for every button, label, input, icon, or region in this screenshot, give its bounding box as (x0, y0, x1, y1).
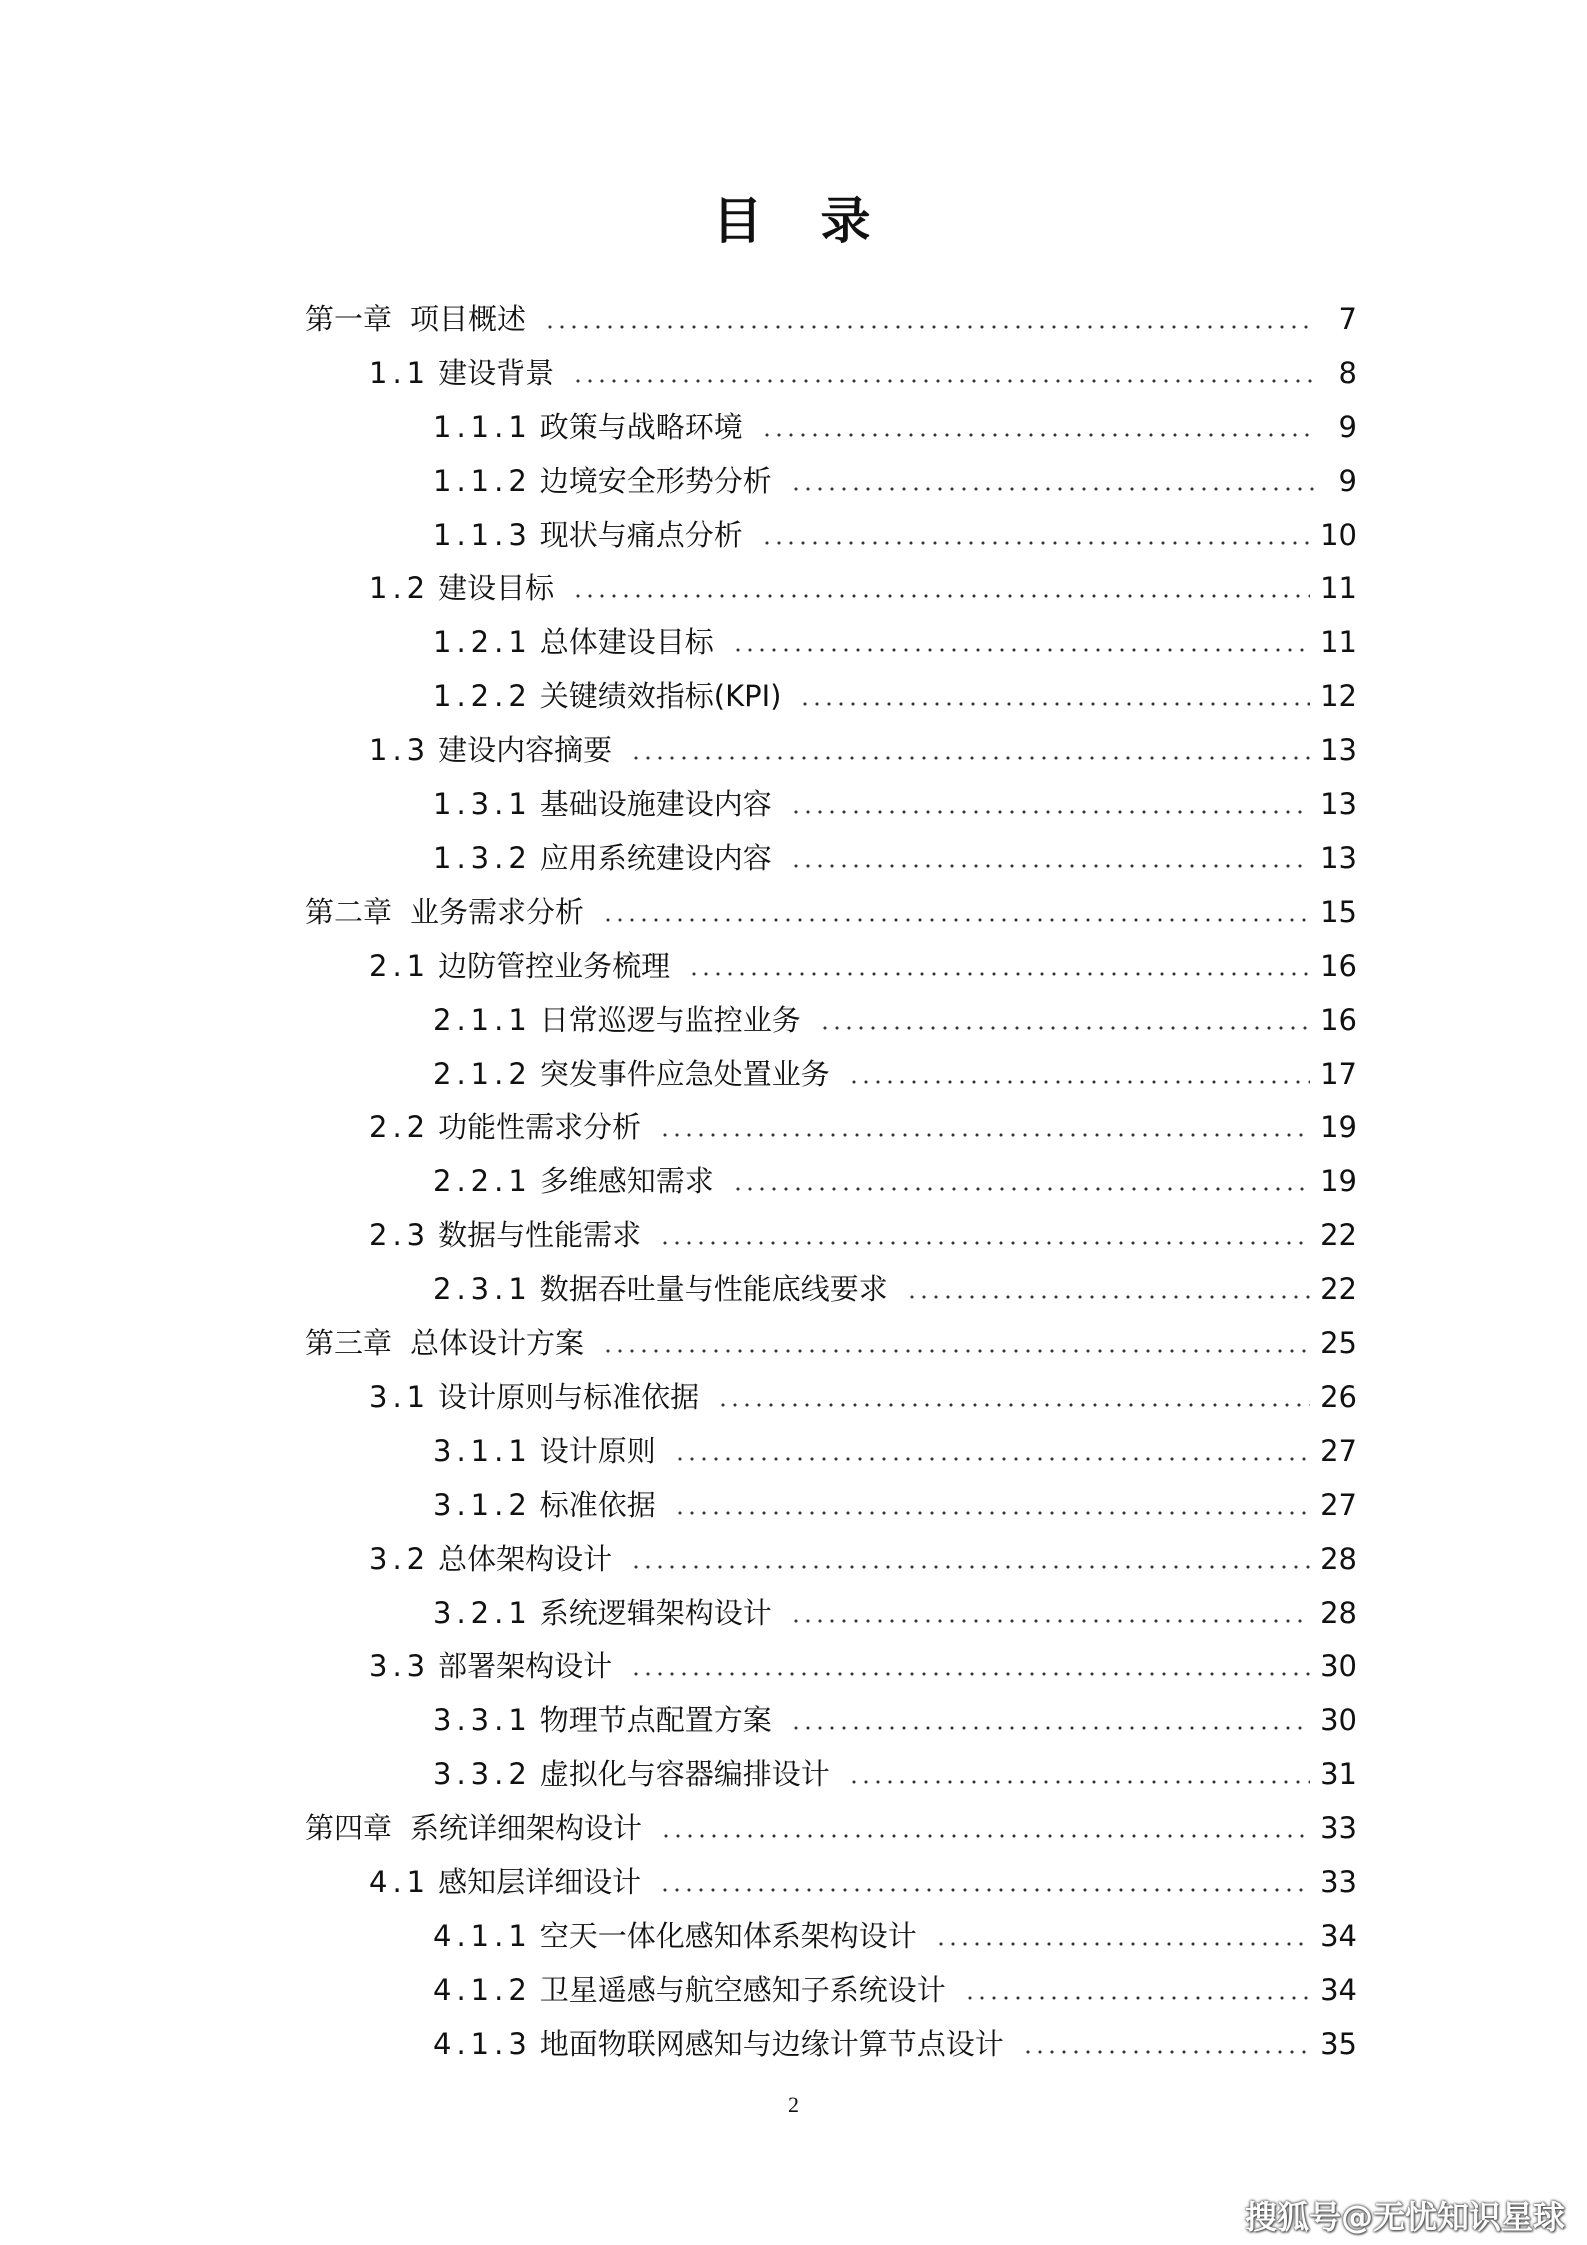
toc-dot-leader (819, 1026, 1310, 1030)
toc-entry-title: 突发事件应急处置业务 (539, 1056, 830, 1091)
toc-entry-number: 4.1.2 (433, 1972, 532, 2007)
toc-entry-title: 建设目标 (438, 571, 555, 606)
toc-entry-number: 1.1.2 (433, 463, 532, 498)
toc-dot-leader (848, 1780, 1310, 1784)
toc-entry-number: 4.1.1 (433, 1918, 532, 1953)
toc-entry-page: 13 (1320, 733, 1357, 768)
toc-entry-title: 虚拟化与容器编排设计 (539, 1757, 830, 1792)
toc-entry-page: 27 (1320, 1487, 1357, 1522)
toc-entry-page: 17 (1320, 1056, 1357, 1091)
toc-entry[interactable] (433, 1047, 1357, 1101)
toc-dot-leader (572, 594, 1310, 598)
toc-dot-leader (790, 810, 1310, 814)
toc-entry-page: 19 (1320, 1110, 1357, 1145)
toc-entry-title: 感知层详细设计 (438, 1865, 642, 1900)
toc-entry-title: 设计原则与标准依据 (438, 1379, 700, 1414)
toc-entry[interactable] (433, 1154, 1357, 1208)
toc-entry-page: 12 (1320, 679, 1357, 714)
toc-dot-leader (1022, 2050, 1310, 2054)
toc-dot-leader (544, 325, 1315, 329)
toc-dot-leader (761, 541, 1310, 545)
toc-entry[interactable] (433, 400, 1357, 454)
toc-dot-leader (688, 972, 1310, 976)
toc-entry-number: 2.1.2 (433, 1056, 532, 1091)
toc-dot-leader (572, 379, 1315, 383)
toc-entry-number: 1.1.3 (433, 517, 532, 552)
toc-entry[interactable] (305, 885, 1357, 939)
toc-entry-title: 基础设施建设内容 (539, 787, 772, 822)
toc-entry-number: 3.2 (369, 1541, 431, 1576)
toc-entry-number: 第四章 (305, 1811, 393, 1846)
toc-entry-page: 9 (1338, 463, 1357, 498)
toc-entry-title: 系统逻辑架构设计 (539, 1595, 772, 1630)
toc-entry[interactable] (433, 615, 1357, 669)
toc-entry-number: 3.2.1 (433, 1595, 532, 1630)
toc-title: 目 录 (712, 192, 875, 250)
toc-entry-page: 35 (1320, 2026, 1357, 2061)
toc-entry-title: 项目概述 (410, 301, 527, 336)
toc-entry[interactable] (305, 292, 1357, 346)
toc-entry-number: 第一章 (305, 301, 393, 336)
toc-entry-title: 卫星遥感与航空感知子系统设计 (539, 1972, 946, 2007)
toc-entry-page: 15 (1320, 894, 1357, 929)
toc-entry-number: 1.3.2 (433, 840, 532, 875)
toc-dot-leader (790, 1726, 1310, 1730)
toc-entry-number: 2.2.1 (433, 1164, 532, 1199)
toc-entry-number: 3.3.2 (433, 1757, 532, 1792)
toc-entry-page: 13 (1320, 787, 1357, 822)
toc-entry[interactable] (433, 508, 1357, 562)
toc-dot-leader (630, 1565, 1310, 1569)
toc-entry-title: 应用系统建设内容 (539, 840, 772, 875)
toc-entry-number: 3.1.2 (433, 1487, 532, 1522)
toc-entry-page: 34 (1320, 1918, 1357, 1953)
toc-entry-page: 16 (1320, 948, 1357, 983)
toc-entry-page: 7 (1338, 301, 1357, 336)
toc-entry[interactable] (433, 777, 1357, 831)
toc-dot-leader (674, 1457, 1310, 1461)
toc-entry[interactable] (433, 1586, 1357, 1640)
toc-entry-number: 第二章 (305, 894, 393, 929)
toc-dot-leader (674, 1511, 1310, 1515)
toc-dot-leader (602, 1349, 1310, 1353)
toc-entry-number: 3.3 (369, 1649, 431, 1684)
toc-entry-title: 业务需求分析 (410, 894, 585, 929)
toc-dot-leader (848, 1080, 1310, 1084)
toc-entry-title: 地面物联网感知与边缘计算节点设计 (539, 2026, 1004, 2061)
toc-entry-title: 数据吞吐量与性能底线要求 (539, 1272, 888, 1307)
toc-entry-number: 4.1 (369, 1865, 431, 1900)
toc-dot-leader (790, 487, 1315, 491)
toc-entry-number: 1.3.1 (433, 787, 532, 822)
toc-entry-page: 11 (1320, 571, 1357, 606)
toc-entry-page: 30 (1320, 1649, 1357, 1684)
toc-entry-page: 10 (1320, 517, 1357, 552)
toc-entry-title: 总体架构设计 (438, 1541, 613, 1576)
toc-entry-title: 数据与性能需求 (438, 1218, 642, 1253)
toc-entry[interactable] (433, 831, 1357, 885)
toc-entry[interactable] (433, 1909, 1357, 1963)
toc-dot-leader (964, 1996, 1310, 2000)
toc-entry-title: 多维感知需求 (539, 1164, 714, 1199)
toc-entry-page: 26 (1320, 1379, 1357, 1414)
toc-entry-page: 19 (1320, 1164, 1357, 1199)
toc-entry-title: 总体设计方案 (410, 1326, 585, 1361)
toc-entry-page: 22 (1320, 1218, 1357, 1253)
toc-entry-number: 2.2 (369, 1110, 431, 1145)
toc-entry[interactable] (433, 1963, 1357, 2017)
toc-entry-number: 1.3 (369, 733, 431, 768)
toc-entry-page: 30 (1320, 1703, 1357, 1738)
toc-entry-number: 2.1 (369, 948, 431, 983)
toc-entry-title: 边境安全形势分析 (539, 463, 772, 498)
toc-entry-title: 政策与战略环境 (539, 409, 743, 444)
toc-entry-title: 关键绩效指标(KPI) (539, 679, 782, 714)
toc-dot-leader (732, 648, 1310, 652)
toc-entry-page: 27 (1320, 1433, 1357, 1468)
toc-entry-title: 系统详细架构设计 (410, 1811, 643, 1846)
toc-entry-title: 部署架构设计 (438, 1649, 613, 1684)
toc-entry-page: 9 (1338, 409, 1357, 444)
toc-entry-title: 功能性需求分析 (438, 1110, 642, 1145)
toc-entry-page: 33 (1320, 1811, 1357, 1846)
toc-entry-number: 第三章 (305, 1326, 393, 1361)
toc-entry[interactable] (369, 1640, 1357, 1694)
toc-entry[interactable] (433, 1693, 1357, 1747)
toc-entry-title: 总体建设目标 (539, 625, 714, 660)
toc-entry-page: 22 (1320, 1272, 1357, 1307)
toc-entry-title: 日常巡逻与监控业务 (539, 1002, 801, 1037)
toc-entry[interactable] (433, 993, 1357, 1047)
toc-dot-leader (630, 1672, 1310, 1676)
toc-entry[interactable] (369, 939, 1357, 993)
toc-dot-leader (790, 1619, 1310, 1623)
toc-entry[interactable] (369, 1370, 1357, 1424)
toc-entry-number: 2.3 (369, 1218, 431, 1253)
toc-entry-title: 建设内容摘要 (438, 733, 613, 768)
toc-entry-page: 25 (1320, 1326, 1357, 1361)
toc-dot-leader (659, 1888, 1310, 1892)
toc-dot-leader (799, 702, 1310, 706)
toc-entry[interactable] (305, 1801, 1357, 1855)
toc-entry-page: 8 (1338, 355, 1357, 390)
toc-entry[interactable] (433, 1478, 1357, 1532)
toc-entry-number: 1.1.1 (433, 409, 532, 444)
toc-entry[interactable] (369, 1101, 1357, 1155)
toc-entry-page: 11 (1320, 625, 1357, 660)
toc-entry-number: 2.3.1 (433, 1272, 532, 1307)
toc-dot-leader (630, 756, 1310, 760)
toc-entry-title: 现状与痛点分析 (539, 517, 743, 552)
toc-dot-leader (935, 1942, 1310, 1946)
toc-entry[interactable] (433, 2017, 1357, 2071)
toc-dot-leader (790, 864, 1310, 868)
toc-entry-number: 3.3.1 (433, 1703, 532, 1738)
toc-entry-number: 1.2.2 (433, 679, 532, 714)
toc-entry[interactable] (433, 1262, 1357, 1316)
toc-entry-page: 34 (1320, 1972, 1357, 2007)
toc-entry-page: 13 (1320, 840, 1357, 875)
watermark: 搜狐号@无忧知识星球 (1245, 2198, 1566, 2236)
toc-entry-page: 16 (1320, 1002, 1357, 1037)
toc-entry[interactable] (433, 669, 1357, 723)
toc-entry-page: 28 (1320, 1541, 1357, 1576)
toc-entry-number: 3.1 (369, 1379, 431, 1414)
toc-dot-leader (717, 1403, 1310, 1407)
toc-entry[interactable] (369, 1208, 1357, 1262)
toc-entry-title: 建设背景 (438, 355, 555, 390)
toc-entry-title: 物理节点配置方案 (539, 1703, 772, 1738)
toc-entry-number: 2.1.1 (433, 1002, 532, 1037)
toc-entry-number: 1.1 (369, 355, 431, 390)
toc-entry-number: 3.1.1 (433, 1433, 532, 1468)
toc-entry-title: 空天一体化感知体系架构设计 (539, 1918, 917, 1953)
toc-entry-page: 28 (1320, 1595, 1357, 1630)
toc-entry[interactable] (305, 1316, 1357, 1370)
toc-dot-leader (602, 918, 1310, 922)
toc-entry-number: 1.2.1 (433, 625, 532, 660)
toc-entry[interactable] (433, 454, 1357, 508)
toc-entry-title: 边防管控业务梳理 (438, 948, 671, 983)
toc-entry[interactable] (369, 1532, 1357, 1586)
toc-entry-number: 4.1.3 (433, 2026, 532, 2061)
toc-dot-leader (659, 1241, 1310, 1245)
toc-dot-leader (732, 1187, 1310, 1191)
toc-entry-title: 标准依据 (539, 1487, 656, 1522)
toc-entry-title: 设计原则 (539, 1433, 656, 1468)
toc-entry[interactable] (369, 562, 1357, 616)
toc-entry[interactable] (369, 346, 1357, 400)
toc-entry[interactable] (369, 723, 1357, 777)
toc-dot-leader (659, 1133, 1310, 1137)
toc-dot-leader (660, 1834, 1310, 1838)
toc-entry[interactable] (433, 1424, 1357, 1478)
toc-entry[interactable] (433, 1747, 1357, 1801)
toc-entry-page: 33 (1320, 1865, 1357, 1900)
toc-dot-leader (906, 1295, 1310, 1299)
toc-dot-leader (761, 433, 1315, 437)
toc-entry-number: 1.2 (369, 571, 431, 606)
toc-entry-page: 31 (1320, 1757, 1357, 1792)
toc-entry[interactable] (369, 1855, 1357, 1909)
page-number: 2 (788, 2092, 799, 2117)
